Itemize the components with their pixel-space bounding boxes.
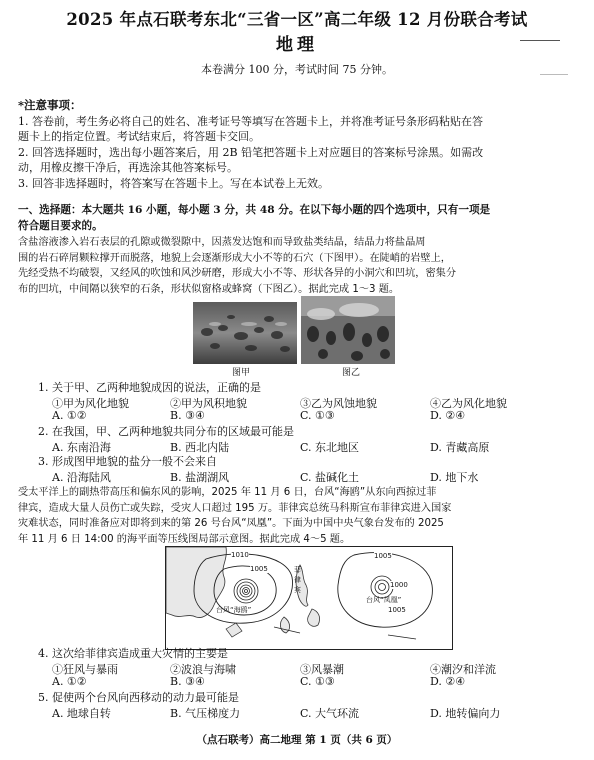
exam-meta: 本卷满分 100 分，考试时间 75 分钟。 xyxy=(201,63,393,76)
answer-choice: B. 盐湖湖风 xyxy=(170,471,230,484)
answer-choice: A. 地球自转 xyxy=(52,707,111,720)
answer-choice: C. ①③ xyxy=(300,675,335,688)
isobar-label: 1005 xyxy=(250,565,268,573)
question-stem: 2. 在我国，甲、乙两种地貌共同分布的区域最可能是 xyxy=(38,425,294,438)
isobar-label: 1005 xyxy=(374,552,392,560)
question-option: ③风暴潮 xyxy=(300,663,344,676)
question-option: ②甲为风积地貌 xyxy=(170,397,247,410)
isobar-label: 1000 xyxy=(390,581,408,589)
figure-caption-yi: 图乙 xyxy=(342,368,361,378)
pen-mark xyxy=(520,40,560,41)
figure-yi-photo xyxy=(301,296,395,364)
isobar-map xyxy=(165,546,453,650)
question-stem: 4. 这次给菲律宾造成重大灾情的主要是 xyxy=(38,647,228,660)
answer-choice: A. 沿海陆风 xyxy=(52,471,111,484)
answer-choice: B. 气压梯度力 xyxy=(170,707,241,720)
typhoon-label: 台风“凤凰” xyxy=(366,596,402,604)
question-option: ③乙为风蚀地貌 xyxy=(300,397,377,410)
typhoon-label: 台风“海鸥” xyxy=(216,606,252,614)
answer-choice: D. 地下水 xyxy=(430,471,479,484)
passage-line: 布的凹坑，中间隔以狭窄的石条，形状似窗格或蜂窝（下图乙）。据此完成 1～3 题。 xyxy=(18,284,400,295)
question-stem: 1. 关于甲、乙两种地貌成因的说法，正确的是 xyxy=(38,381,261,394)
answer-choice: D. 青藏高原 xyxy=(430,441,490,454)
answer-choice: C. 盐碱化土 xyxy=(300,471,360,484)
answer-choice: D. ②④ xyxy=(430,675,466,688)
answer-choice: D. ②④ xyxy=(430,409,466,422)
exam-title: 2025 年点石联考东北“三省一区”高二年级 12 月份联合考试 xyxy=(66,10,528,29)
passage-line: 受太平洋上的副热带高压和偏东风的影响，2025 年 11 月 6 日，台风“海鸥”从东向西掠过菲 xyxy=(18,487,437,498)
pen-mark xyxy=(540,74,568,75)
passage-line: 围的岩石碎屑颗粒撑开而脱落，地貌上会逐渐形成大小不等的石穴（下图甲）。在陡峭的岩壁上， xyxy=(18,253,451,264)
answer-choice: A. ①② xyxy=(52,409,87,422)
question-option: ①狂风与暴雨 xyxy=(52,663,118,676)
passage-line: 年 11 月 6 日 14:00 的海平面等压线图局部示意图。据此完成 4～5 题。 xyxy=(18,534,351,545)
isobar-label: 1005 xyxy=(388,606,406,614)
notes-line: 2. 回答选择题时，选出每小题答案后，用 2B 铅笔把答题卡上对应题目的答案标号涂黑。如需改 xyxy=(18,146,484,159)
figure-jia-photo xyxy=(193,302,297,364)
isobar-label: 1010 xyxy=(231,551,249,559)
question-option: ④潮汐和洋流 xyxy=(430,663,496,676)
passage-line: 含盐溶液渗入岩石表层的孔隙或微裂隙中，因蒸发达饱和而导致盐类结晶，结晶力将盐晶周 xyxy=(18,237,426,248)
question-stem: 3. 形成图甲地貌的盐分一般不会来自 xyxy=(38,455,217,468)
question-stem: 5. 促使两个台风向西移动的动力最可能是 xyxy=(38,691,239,704)
question-option: ④乙为风化地貌 xyxy=(430,397,507,410)
page-footer: （点石联考）高二地理 第 1 页（共 6 页） xyxy=(196,734,398,746)
section-heading: 一、选择题：本大题共 16 小题，每小题 3 分，共 48 分。在以下每小题的四个选项中，只有一项是 xyxy=(18,204,491,216)
answer-choice: A. 东南沿海 xyxy=(52,441,111,454)
answer-choice: B. ③④ xyxy=(170,409,205,422)
country-label: 宾 xyxy=(294,586,301,594)
question-option: ②波浪与海啸 xyxy=(170,663,236,676)
answer-choice: C. 东北地区 xyxy=(300,441,360,454)
notes-line: 3. 回答非选择题时，将答案写在答题卡上。写在本试卷上无效。 xyxy=(18,177,329,190)
answer-choice: A. ①② xyxy=(52,675,87,688)
notes-line: 1. 答卷前，考生务必将自己的姓名、准考证号等填写在答题卡上，并将准考证号条形码粘贴在答 xyxy=(18,115,483,128)
passage-line: 律宾，造成大量人员伤亡或失踪，受灾人口超过 195 万。菲律宾总统马科斯宣布菲律宾进入国家 xyxy=(18,503,452,514)
answer-choice: B. ③④ xyxy=(170,675,205,688)
answer-choice: C. 大气环流 xyxy=(300,707,360,720)
country-label: 菲 xyxy=(294,566,301,574)
notes-line: 动，用橡皮擦干净后，再选涂其他答案标号。 xyxy=(18,161,238,174)
notes-line: 题卡上的指定位置。考试结束后，将答题卡交回。 xyxy=(18,130,260,143)
question-option: ①甲为风化地貌 xyxy=(52,397,129,410)
answer-choice: D. 地转偏向力 xyxy=(430,707,501,720)
notes-heading: *注意事项： xyxy=(18,98,82,112)
passage-line: 先经受热不均破裂，又经风的吹蚀和风沙研磨，形成大小不等、形状各异的小洞穴和凹坑，密集分 xyxy=(18,268,457,279)
figure-caption-jia: 图甲 xyxy=(232,368,251,378)
passage-line: 灾难状态，同时准备应对即将到来的第 26 号台风“凤凰”。下面为中国中央气象台发布的 2025 xyxy=(18,518,444,529)
answer-choice: C. ①③ xyxy=(300,409,335,422)
answer-choice: B. 西北内陆 xyxy=(170,441,230,454)
section-heading-cont: 符合题目要求的。 xyxy=(18,220,103,232)
country-label: 律 xyxy=(294,576,301,584)
subject-title: 地理 xyxy=(276,35,318,55)
